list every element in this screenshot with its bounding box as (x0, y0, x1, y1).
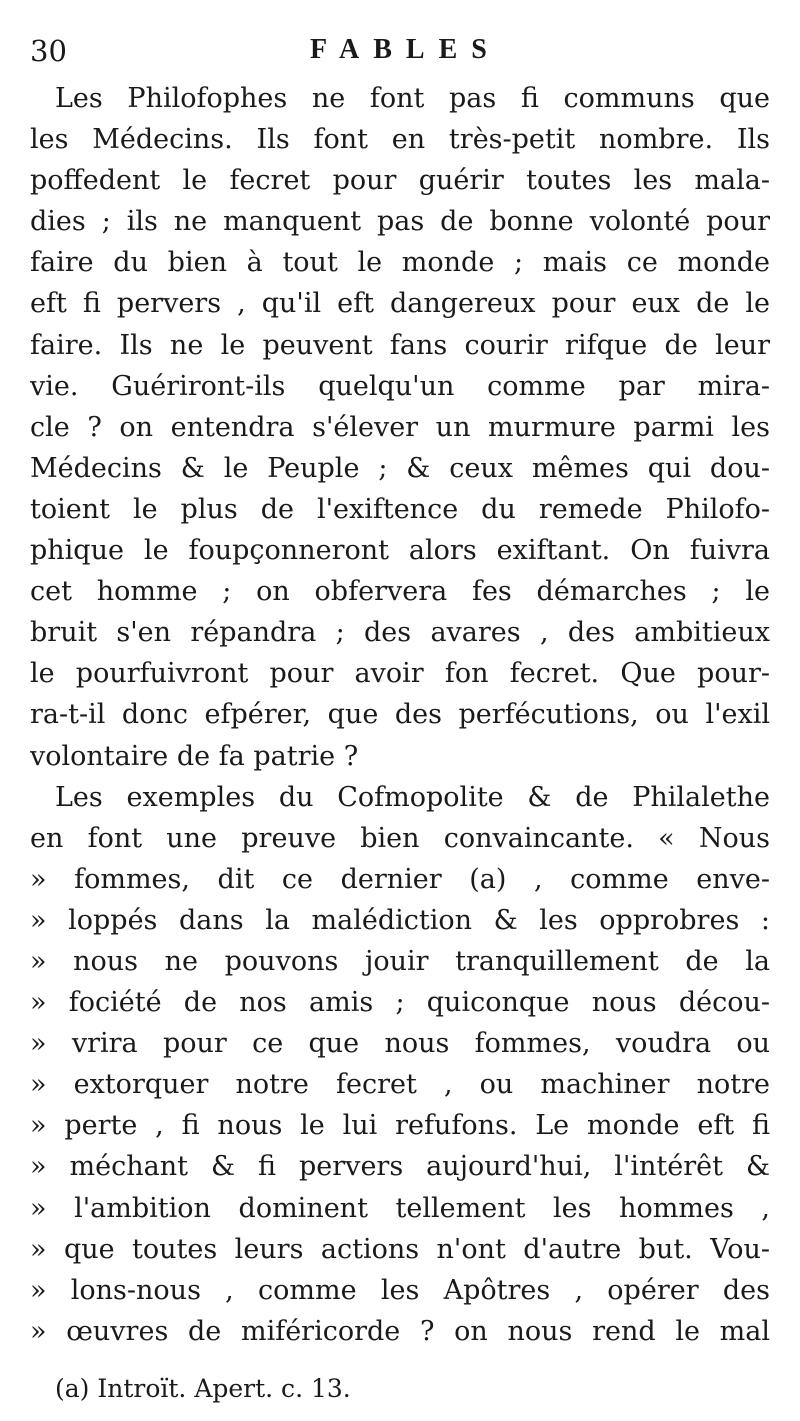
text-line: les Médecins. Ils font en très-petit nombre. Ils (30, 124, 770, 156)
body-text (30, 78, 770, 1352)
text-line: Médecins & le Peuple ; & ceux mêmes qui dou- (30, 452, 770, 484)
quote-line: » loppés dans la malédiction & les opprobres : (30, 904, 770, 936)
text-line: bruit s'en répandra ; des avares , des ambitieux (30, 617, 770, 649)
text-line: phique le foupçonneront alors exiftant. On fuivra (30, 535, 770, 567)
text-line: en font une preuve bien convaincante. « Nous (30, 822, 770, 854)
text-line: dies ; ils ne manquent pas de bonne volonté pour (30, 206, 770, 238)
text-line: faire du bien à tout le monde ; mais ce monde (30, 247, 770, 279)
quote-line: » fommes, dit ce dernier (a) , comme enve- (30, 863, 770, 895)
quote-line: » méchant & fi pervers aujourd'hui, l'intérêt & (30, 1151, 770, 1183)
text-line: Les exemples du Cofmopolite & de Philalethe (55, 781, 770, 813)
text-line: toient le plus de l'exiftence du remede Philofo- (30, 493, 770, 525)
quote-line: » fociété de nos amis ; quiconque nous décou- (30, 987, 770, 1019)
quote-line: » perte , fi nous le lui refufons. Le monde eft fi (30, 1110, 770, 1142)
quote-line: » l'ambition dominent tellement les hommes , (30, 1192, 770, 1224)
running-head (0, 34, 800, 74)
quote-line: » œuvres de miféricorde ? on nous rend le mal (30, 1315, 770, 1347)
text-line: eft fi pervers , qu'il eft dangereux pour eux de le (30, 288, 770, 320)
quote-line: » lons-nous , comme les Apôtres , opérer des (30, 1274, 770, 1306)
quote-line: » vrira pour ce que nous fommes, voudra ou (30, 1028, 770, 1060)
quote-line: » que toutes leurs actions n'ont d'autre but. Vou- (30, 1233, 770, 1265)
text-line: cle ? on entendra s'élever un murmure parmi les (30, 411, 770, 443)
text-line: poffedent le fecret pour guérir toutes les mala- (30, 165, 770, 197)
quote-line: » extorquer notre fecret , ou machiner notre (30, 1069, 770, 1101)
running-title: FABLES (310, 34, 501, 65)
text-line: volontaire de fa patrie ? (30, 740, 359, 772)
text-line: ra-t-il donc efpérer, que des perfécutions, ou l'exil (30, 699, 770, 731)
footnote: (a) Introït. Apert. c. 13. (55, 1374, 351, 1403)
text-line: cet homme ; on obfervera fes démarches ; le (30, 576, 770, 608)
text-line: vie. Guériront-ils quelqu'un comme par mira- (30, 370, 770, 402)
text-line: faire. Ils ne le peuvent fans courir rifque de leur (30, 329, 770, 361)
text-line: le pourfuivront pour avoir fon fecret. Que pour- (30, 658, 770, 690)
page-number: 30 (30, 34, 67, 68)
text-line: Les Philofophes ne font pas fi communs que (55, 83, 770, 114)
quote-line: » nous ne pouvons jouir tranquillement de la (30, 945, 770, 977)
